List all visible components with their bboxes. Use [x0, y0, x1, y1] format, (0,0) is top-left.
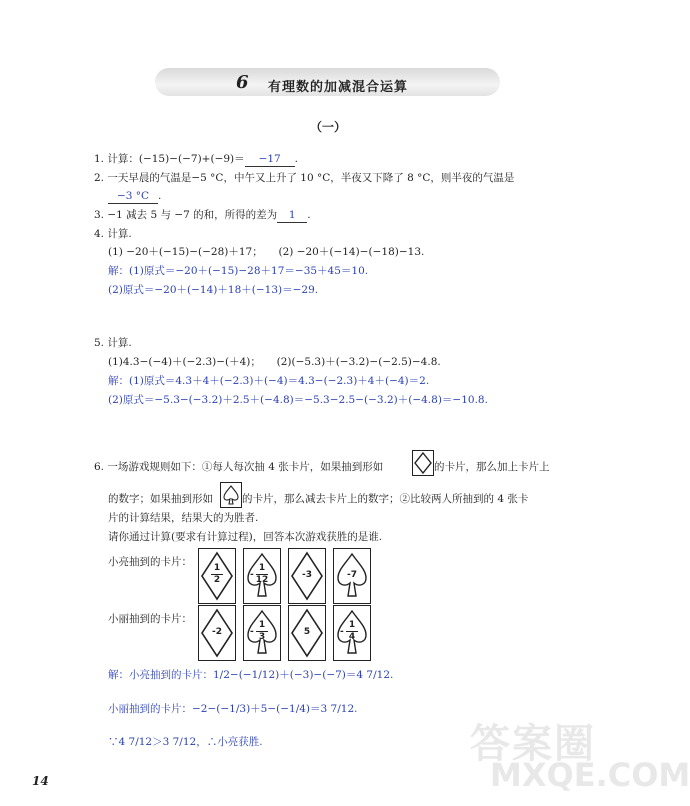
card-value: -7: [347, 570, 357, 580]
card-value: -2: [212, 627, 222, 637]
question-6-line-2b: 的卡片，那么减去卡片上的数字；②比较两人所抽到的 4 张卡: [242, 493, 529, 505]
question-5-title: 5. 计算.: [94, 337, 132, 349]
answer-2: −3 °C: [108, 189, 158, 204]
card-value: - 1 3: [244, 621, 280, 642]
answer-3: 1: [277, 208, 307, 223]
question-6-line-3: 片的计算结果，结果大的为胜者.: [108, 512, 259, 524]
card-value: -3: [302, 570, 312, 580]
question-6-line-1b: 的卡片，那么加上卡片上: [434, 461, 550, 473]
question-4-title: 4. 计算.: [94, 228, 132, 240]
watermark-url: MXQE.COM: [490, 756, 690, 794]
card-value: 1 2: [199, 564, 235, 585]
xiaoli-card-3: [288, 605, 326, 661]
xiaoliang-label: 小亮抽到的卡片：: [108, 556, 192, 568]
question-6-line-2a: 的数字；如果抽到形如: [108, 493, 213, 505]
question-5-solution-2: (2)原式＝−5.3−(−3.2)＋2.5＋(−4.8)＝−5.3−2.5−(−3.2)＋(−4.8)＝−10.8.: [108, 394, 488, 406]
card-value: 5: [303, 627, 311, 637]
xiaoliang-card-4: [333, 548, 371, 604]
question-6-solution-2: 小丽抽到的卡片：−2−(−1/3)＋5−(−1/4)＝3 7/12.: [108, 703, 358, 715]
question-5-problems: (1)4.3−(−4)＋(−2.3)−(＋4)； (2)(−5.3)＋(−3.2)−(−2.5)−4.8.: [108, 356, 441, 368]
question-4-solution-2: (2)原式＝−20＋(−14)＋18＋(−13)＝−29.: [108, 284, 319, 296]
watermark-text: 答案圈: [470, 721, 596, 767]
question-5-solution-1: 解：(1)原式＝4.3＋4＋(−2.3)＋(−4)＝4.3−(−2.3)＋4＋(−4)＝2.: [108, 375, 430, 387]
question-3: 3. −1 减去 5 与 −7 的和，所得的差为 1 .: [94, 209, 311, 221]
question-1: 1. 计算：(−15)−(−7)+(−9)＝ −17 .: [94, 153, 298, 165]
xiaoliang-card-1: [198, 548, 236, 604]
xiaoliang-card-3: [288, 548, 326, 604]
xiaoli-card-2: [243, 605, 281, 661]
question-6-line-1a: 6. 一场游戏规则如下：①每人每次抽 4 张卡片，如果抽到形如: [94, 461, 384, 473]
answer-1: −17: [245, 152, 295, 167]
xiaoli-card-4: [333, 605, 371, 661]
question-2-answer-line: −3 °C .: [108, 189, 161, 204]
question-6-line-4: 请你通过计算(要求有计算过程)，回答本次游戏获胜的是谁.: [108, 531, 383, 543]
xiaoli-label: 小丽抽到的卡片：: [108, 613, 192, 625]
question-6-solution-1: 解：小亮抽到的卡片：1/2−(−1/12)＋(−3)−(−7)＝4 7/12.: [108, 669, 394, 681]
chapter-number: 6: [236, 72, 249, 93]
page-number: 14: [32, 774, 49, 788]
chapter-title: 有理数的加减混合运算: [268, 80, 409, 95]
card-value: - 1 12: [250, 563, 269, 585]
xiaoli-card-1: [198, 605, 236, 661]
section-label: （一）: [310, 120, 347, 134]
xiaoliang-card-2: [243, 548, 281, 604]
question-6-solution-3: ∵4 7/12＞3 7/12，∴小亮获胜.: [108, 736, 263, 748]
question-4-problems: (1) −20＋(−15)−(−28)＋17； (2) −20＋(−14)−(−18)−13.: [108, 246, 425, 258]
card-value: - 1 4: [334, 621, 370, 642]
spade-card-icon: [220, 482, 242, 508]
question-4-solution-1: 解：(1)原式＝−20＋(−15)−28＋17＝−35＋45＝10.: [108, 265, 369, 277]
diamond-card-icon: [412, 450, 434, 476]
question-2: 2. 一天早晨的气温是−5 °C，中午又上升了 10 °C，半夜又下降了 8 °C，则半夜的气温是: [94, 172, 515, 184]
